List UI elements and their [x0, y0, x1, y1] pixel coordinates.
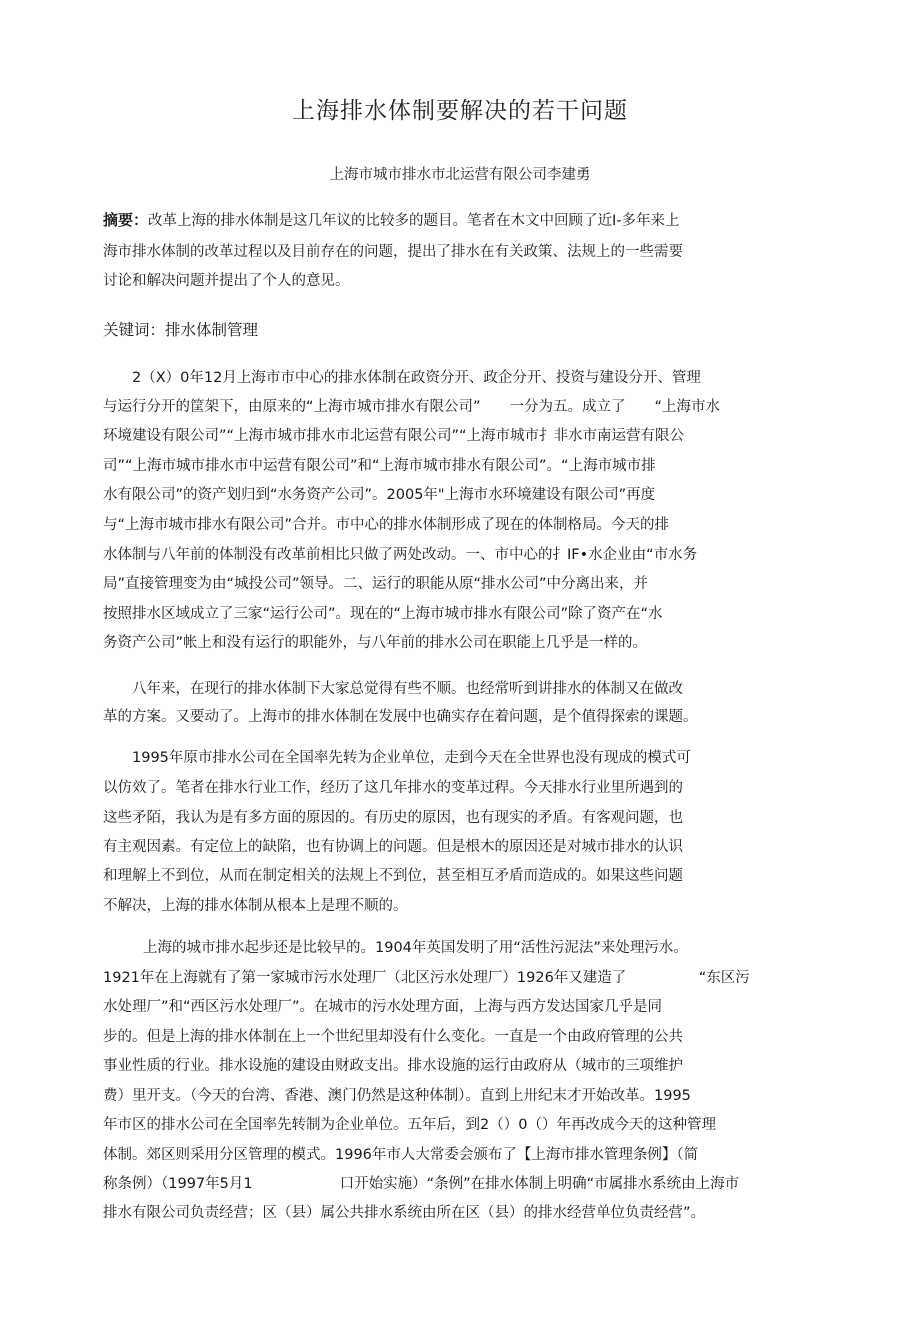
abstract-text: 改革上海的排水体制是这几年议的比较多的题目。笔者在木文中回顾了近I-多年来上: [148, 213, 680, 229]
paragraph-line: 革的方案。又要动了。上海市的排水体制在发展中也确实存在着问题，是个值得探索的课题。: [103, 709, 698, 725]
paragraph-line: 务资产公司”帐上和没有运行的职能外，与八年前的排水公司在职能上几乎是一样的。: [103, 635, 648, 651]
paragraph-line: 以仿效了。笔者在排水行业工作，经历了这几年排水的变革过稈。今天排水行业里所遇到的: [103, 780, 683, 796]
paragraph-line: 按照排水区域成立了三家“运行公司”。现在的“上海市城市排水有限公司”除了资产在“水: [103, 606, 663, 622]
paragraph-line: 称条例）（1997年5月1 口开始实施）“条例”在排水体制上明确“市属排水系统由上海市: [103, 1176, 740, 1192]
paragraph-line: 八年来，在现行的排水体制下大家总觉得有些不顺。也经常听到讲排水的体制又在做改: [132, 681, 683, 697]
paragraph-line: 这些矛陌，我认为是有多方面的原因的。有历史的原因，也有现实的矛盾。有客观问题，也: [103, 810, 683, 826]
paragraph-line: 费）里开支。（今天的台湾、香港、澳门仍然是这种体制）。直到上卅纪末才开始改革。1995: [103, 1088, 691, 1104]
abstract-label: 摘要：: [103, 211, 149, 229]
keywords: 关键词：排水体制管理: [103, 321, 259, 339]
paragraph-line: 年市区的排水公司在全国率先转制为企业单位。五年后，到2（）0（）年再改成今天的这种管理: [103, 1117, 716, 1133]
paragraph-line: 排水有限公司负责经营；区（县）属公共排水系统由所在区（县）的排水经营单位负责经营”。: [103, 1205, 706, 1221]
paragraph-line: 与运行分开的筐架下，由原来的“上海市城市排水有限公司” 一分为五。成立了 “上海市水: [103, 399, 721, 415]
document-title: 上海排水体制要解决的若干问题: [292, 98, 628, 124]
paragraph-line: 步的。但是上海的排水体制在上一个世纪里却没有什么变化。一直是一个由政府管理的公共: [103, 1029, 683, 1045]
author-line: 上海市城市排水市北运营有限公司李建勇: [329, 167, 591, 183]
abstract-line: 讨论和解决问题并提出了个人的意见。: [103, 273, 350, 289]
abstract-line: [103, 209, 680, 230]
paragraph-line: 不解决，上海的排水体制从根本上是理不顺的。: [103, 898, 408, 914]
paragraph-line: 1995年原市排水公司在全国率先转为企业单位，走到今天在全世界也没有现成的模式可: [132, 750, 691, 766]
paragraph-line: 水有限公司”的资产划归到“水务资产公司”。2005年"上海市水环境建设有限公司”再度: [103, 487, 656, 503]
paragraph-line: 局”直接管理变为由“城投公司”领导。二、运行的职能从原“排水公司”中分离出来，并: [103, 576, 649, 592]
paragraph-line: 和理解上不到位，从而在制定相关的法规上不到位，甚至相互矛盾而造成的。如果这些问题: [103, 868, 683, 884]
paragraph-line: 与“上海市城市排水有限公司”合并。市中心的排水体制形成了现在的体制格局。今天的排: [103, 517, 670, 533]
paragraph-line: 水处理厂”和“西区污水处理厂”。在城市的污水处理方面，上海与西方发达国家几乎是同: [103, 999, 663, 1015]
paragraph-line: 环境建设有限公司”“上海市城市排水市北运营有限公司”“上海市城市扌非水市南运营有限公: [103, 428, 685, 444]
paragraph-line: 事业性质的行业。排水设施的建设由财政支出。排水设施的运行由政府从（城市的三项维护: [103, 1058, 683, 1074]
paragraph-line: 体制。郊区则采用分区管理的模式。1996年市人大常委会颁布了【上海市排水管理条例】（简: [103, 1147, 699, 1163]
paragraph-line: 2（X）0年12月上海市市中心的排水体制在政资分开、政企分开、投资与建设分开、管理: [132, 370, 701, 386]
paragraph-line: 司”“上海市城市排水市中运营有限公司”和“上海市城市排水有限公司”。“上海市城市排: [103, 458, 656, 474]
paragraph-line: 有主观因素。有定位上的缺陷，也有协调上的问题。但是根木的原因还是对城市排水的认识: [103, 839, 683, 855]
abstract-line: 海市排水体制的改革过程以及目前存在的问题，提出了排水在有关政策、法规上的一些需要: [103, 244, 683, 260]
paragraph-line: 1921年在上海就有了第一家城市污水处理厂（北区污水处理厂）1926年又建造了 “东区污: [103, 970, 750, 986]
paragraph-line: 水体制与八年前的体制没有改革前相比只做了两处改动。一、市中心的扌IF•水企业由“市水务: [103, 547, 698, 563]
paragraph-line: 上海的城市排水起步还是比较早的。1904年英国发明了用“活性污泥法”来处理污水。: [143, 940, 688, 956]
